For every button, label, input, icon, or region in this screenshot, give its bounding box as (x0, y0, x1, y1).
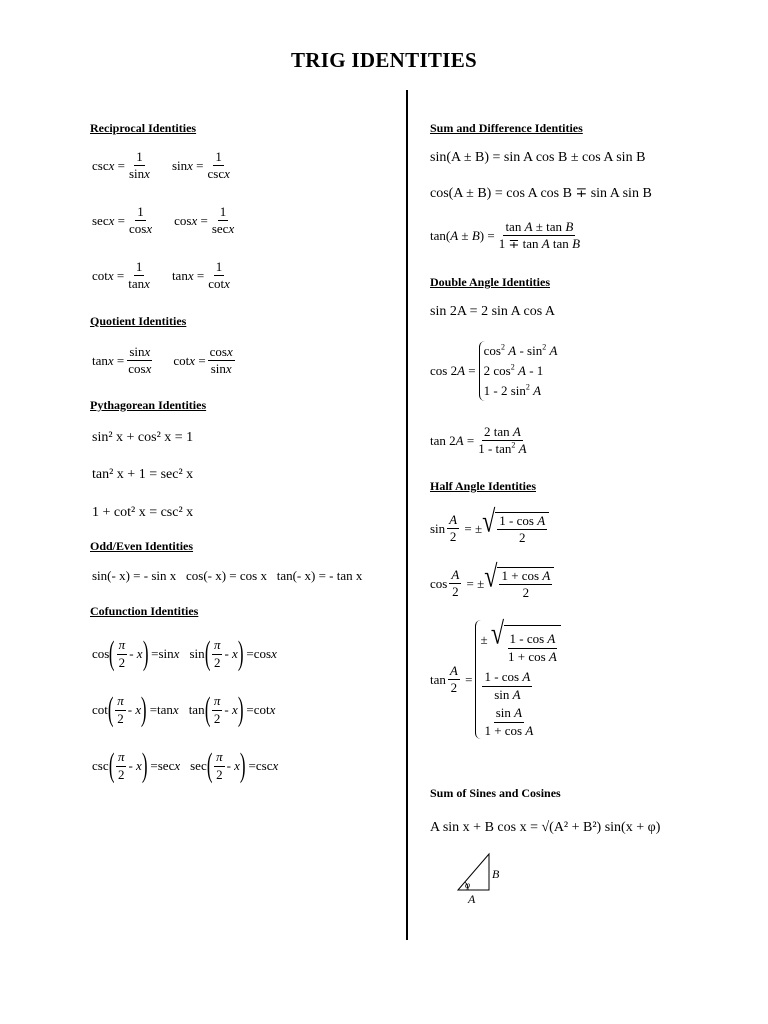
eq-double-tan: tan 2 A = $\frac{\text{2 tan A}}{1 - \tan^2 A}$ (430, 424, 527, 457)
eq-pythagorean-3: 1 + cot² x = csc² x (92, 505, 194, 520)
triangle-label-phi: φ (465, 880, 470, 890)
eq-pythagorean-1: sin² x + cos² x = 1 (92, 430, 194, 445)
eq-sum-diff-sin: sin(A ± B) = sin A cos B ± cos A sin B (430, 150, 646, 165)
heading-sum-sines: Sum of Sines and Cosines (430, 786, 561, 800)
heading-sum-difference: Sum and Difference Identities (430, 121, 583, 135)
eq-csc-reciprocal: csc x = $\frac{1}{\sin x}$ sin x = $\frac{1}{\csc x}$ (92, 149, 230, 182)
eq-quotient: tan x = $\frac{\sin x}{\cos x}$ cot x = $\frac{\cos x}{\sin x}$ (92, 344, 233, 377)
eq-sum-diff-cos: cos(A ± B) = cos A cos B ∓ sin A sin B (430, 186, 652, 201)
eq-double-sin: sin 2A = 2 sin A cos A (430, 304, 555, 319)
eq-sec-reciprocal: sec x = $\frac{1}{\cos x}$ cos x = $\frac{1}{\sec x}$ (92, 204, 235, 237)
eq-double-cos: cos 2 A = $\cos^2 A - \sin^2 A$ 2 $\cos^2 A - 1$ 1 - 2 $\sin^2 A$ (430, 341, 557, 401)
column-divider (406, 90, 408, 940)
heading-odd-even: Odd/Even Identities (90, 539, 194, 553)
triangle-label-b: B (492, 867, 500, 881)
eq-sum-sines: A sin x + B cos x = √(A² + B²) sin(x + φ) (430, 820, 661, 835)
eq-half-tan: tan $\frac{A}{2}$ = ± √ $\frac{\text{1 - cos A}}{\text{1 + cos A}}$ $\frac{\text{1 - cos A}}{\text{sin A}}$ $\frac{\text{sin A}}{\text{1 + cos A}}$ (430, 620, 561, 739)
eq-pythagorean-2: tan² x + 1 = sec² x (92, 467, 194, 482)
page-title: TRIG IDENTITIES (291, 48, 477, 72)
triangle-shape (458, 854, 489, 890)
heading-reciprocal: Reciprocal Identities (90, 121, 197, 135)
eq-half-cos: cos $\frac{A}{2}$ = ± √ $\frac{\text{1 + cos A}}{2}$ (430, 567, 554, 601)
heading-half-angle: Half Angle Identities (430, 479, 537, 493)
right-triangle-diagram (456, 850, 516, 906)
eq-cofunction-csc: csc ( $\frac{\pi}{2}$ - x ) =sec x sec ( $\frac{\pi}{2}$ - x ) =csc x (92, 747, 279, 784)
eq-odd-even: sin(- x) = - sin x cos(- x) = cos x tan(- x) = - tan x (92, 568, 363, 583)
heading-cofunction: Cofunction Identities (90, 604, 199, 618)
heading-pythagorean: Pythagorean Identities (90, 398, 207, 412)
triangle-label-a: A (468, 892, 476, 906)
heading-quotient: Quotient Identities (90, 314, 187, 328)
heading-double-angle: Double Angle Identities (430, 275, 551, 289)
eq-cofunction-cot: cot ( $\frac{\pi}{2}$ - x ) =tan x tan ( $\frac{\pi}{2}$ - x ) =cot x (92, 691, 276, 728)
eq-cofunction-cos: cos ( $\frac{\pi}{2}$ - x ) =sin x sin ( $\frac{\pi}{2}$ - x ) =cos x (92, 635, 277, 672)
eq-half-sin: sin $\frac{A}{2}$ = ± √ $\frac{\text{1 - cos A}}{2}$ (430, 512, 549, 546)
eq-sum-diff-tan: tan( A ± B ) = $\frac{\text{tan A ± tan B}}{\text{1 ∓ tan A tan B}}$ (430, 219, 581, 252)
eq-cot-reciprocal: cot x = $\frac{1}{\tan x}$ tan x = $\frac{1}{\cot x}$ (92, 259, 230, 292)
